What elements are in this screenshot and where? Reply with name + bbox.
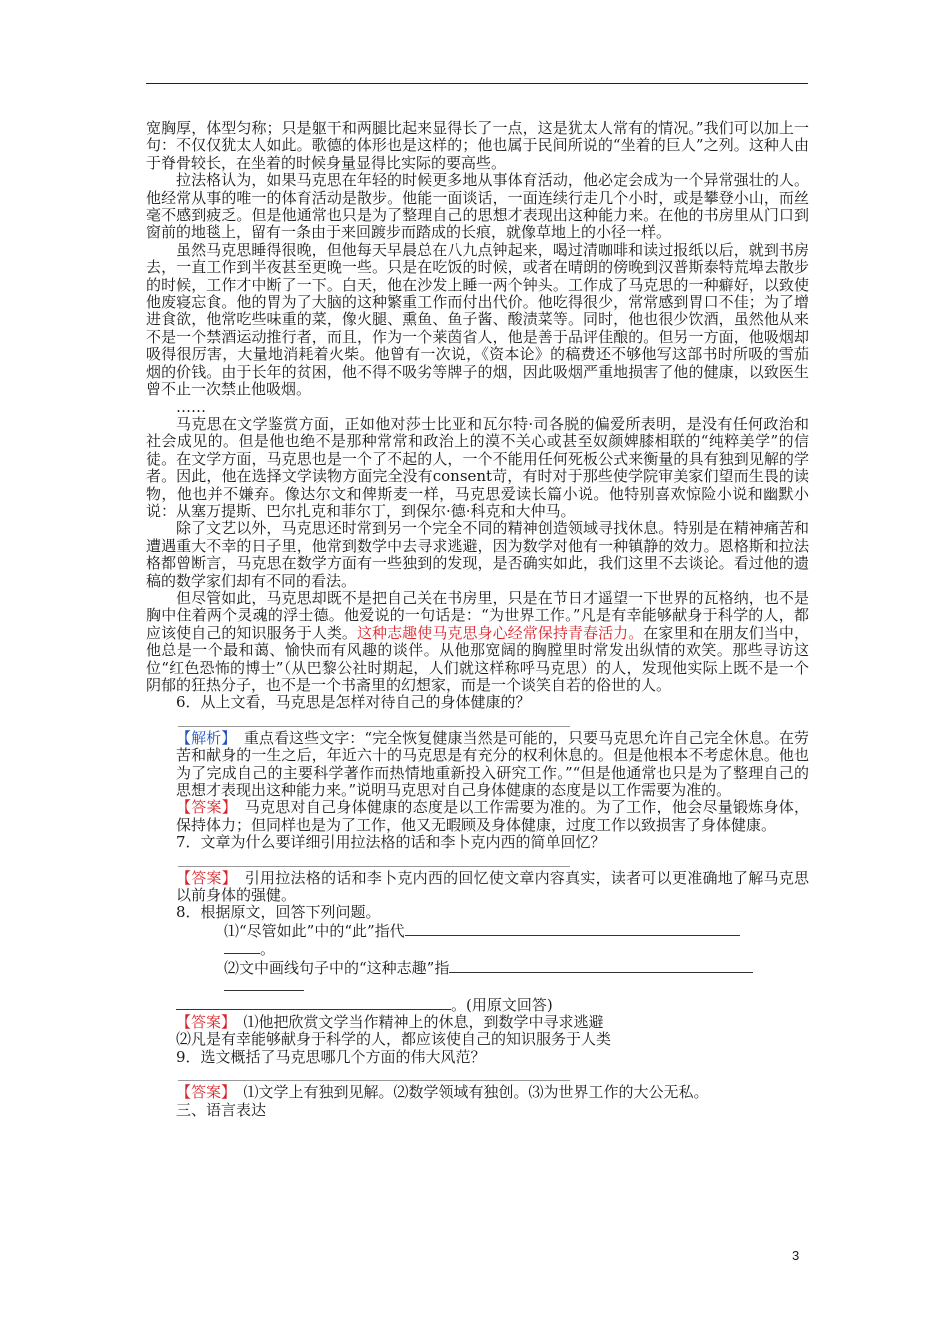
question-8-sub2-cont (146, 977, 809, 995)
analysis-6 (146, 730, 809, 800)
answer-6 (146, 799, 809, 834)
answer-line (178, 726, 570, 727)
question-8-sub1: ⑴“尽管如此”中的“此”指代 (146, 922, 809, 940)
page-number: 3 (792, 1248, 800, 1263)
fill-blank[interactable] (224, 940, 260, 954)
answer-tag: 【答案】 (176, 1012, 229, 1031)
answer-text: ⑴他把欣赏文学当作精神上的休息，到数学中寻求逃避 (243, 1012, 604, 1031)
fill-blank[interactable] (176, 996, 451, 1010)
paragraph-text: 在家里和在朋友们当中，他总是一个最和蔼、愉快而有风趣的谈伴。从他那宽阔的胸膛里时常发出纵情的欢笑。那些寻访这位“红色恐怖的博士”（从巴黎公社时期起，人们就这样称呼马克思）的人，发现他实际上既不是一个阴郁的狂热分子，也不是一个书斋里的幻想家，而是一个谈笑自若的俗世的人。 (146, 623, 809, 694)
paragraph-text: 但尽管如此，马克思却既不是把自己关在书房里，只是在节日才遥望一下世界的瓦格纳，也不是胸中住着两个灵魂的浮士德。他爱说的一句话是：“为世界工作。”凡是有幸能够献身于科学的人，都应该使自己的知识服务于人类。 (146, 588, 809, 642)
question-8-sub2: ⑵文中画线句子中的“这种志趣”指 (146, 959, 809, 977)
answer-tag: 【答案】 (176, 868, 230, 887)
paragraph (146, 590, 809, 694)
question-8: 8．根据原文，回答下列问题。 (176, 903, 381, 922)
ellipsis: …… (176, 397, 206, 416)
section-heading: 三、语言表达 (176, 1100, 267, 1119)
answer-8-cont: ⑵凡是有幸能够献身于科学的人，都应该使自己的知识服务于人类 (176, 1030, 612, 1049)
underlined-sentence: 这种志趣使马克思身心经常保持青春活力。 (356, 623, 644, 642)
header-rule (146, 83, 808, 84)
answer-9 (146, 1084, 809, 1101)
answer-text: ⑴文学上有独到见解。⑵数学领域有独创。⑶为世界工作的大公无私。 (243, 1083, 709, 1102)
document-body (146, 120, 809, 1119)
analysis-tag: 【解析】 (176, 728, 229, 747)
paragraph: 虽然马克思睡得很晚，但他每天早晨总在八九点钟起来，喝过清咖啡和读过报纸以后，就到书房去，一直工作到半夜甚至更晚一些。只是在吃饭的时候，或者在晴朗的傍晚到汉普斯泰特荒埠去散步的时候，工作才中断了一下。白天，他在沙发上睡一两个钟头。工作成了马克思的一种癖好，以致使他废寝忘食。他的胃为了大脑的这种繁重工作而付出代价。他吃得很少，常常感到胃口不佳；为了增进食欲，他常吃些味重的菜，像火腿、熏鱼、鱼子酱、酸渍菜等。同时，他也很少饮酒，虽然他从来不是一个禁酒运动推行者，而且，作为一个莱茵省人，他是善于品评佳酿的。但另一方面，他吸烟却吸得很厉害，大量地消耗着火柴。他曾有一次说，《资本论》的稿费还不够他写这部书时所吸的雪茄烟的价钱。由于长年的贫困，他不得不吸劣等牌子的烟，因此吸烟严重地损害了他的健康，以致医生曾不止一次禁止他吸烟。 (146, 240, 809, 399)
answer-line (178, 866, 570, 867)
fill-blank[interactable] (405, 922, 740, 936)
fill-blank[interactable] (449, 959, 753, 973)
analysis-text: 重点看这些文字：“完全恢复健康当然是可能的，只要马克思允许自己完全休息。在劳苦和献身的一生之后，年近六十的马克思是有充分的权利休息的。但是他根本不考虑休息。他也为了完成自己的主要科学著作而热情地重新投入研究工作。”“但是他通常也只是为了整理自己的思想才表现出这种能力来。”说明马克思对自己身体健康的态度是以工作需要为准的。 (176, 728, 809, 800)
answer-tag: 【答案】 (176, 1083, 229, 1102)
answer-8 (146, 1014, 809, 1031)
question-7: 7．文章为什么要详细引用拉法格的话和李卜克内西的简单回忆？ (176, 833, 606, 852)
question-8-sub2-end: 。(用原文回答) (146, 996, 809, 1014)
answer-line (178, 1080, 570, 1081)
paragraph: 马克思在文学鉴赏方面，正如他对莎士比亚和瓦尔特·司各脱的偏爱所表明，是没有任何政治和社会成见的。但是他也绝不是那种常常和政治上的漠不关心或甚至奴颜婢膝相联的“纯粹美学”的信徒。在文学方面，马克思也是一个了不起的人，一个不能用任何死板公式来衡量的具有独到见解的学者。因此，他在选择文学读物方面完全没有consent苛，有时对于那些使学院审美家们望而生畏的读物，他也并不嫌弃。像达尔文和俾斯麦一样，马克思爱读长篇小说。他特别喜欢惊险小说和幽默小说：从塞万提斯、巴尔扎克和菲尔丁，到保尔·德·科克和大仲马。 (146, 414, 809, 520)
fill-blank[interactable] (224, 977, 304, 991)
paragraph: 拉法格认为，如果马克思在年轻的时候更多地从事体育活动，他必定会成为一个异常强壮的人。他经常从事的唯一的体育活动是散步。他能一面谈话，一面连续行走几个小时，或是攀登小山，而丝毫不感到疲乏。但是他通常也只是为了整理自己的思想才表现出这种能力来。在他的书房里从门口到窗前的地毯上，留有一条由于来回踱步而踏成的长痕，就像草地上的小径一样。 (146, 171, 809, 242)
question-9: 9．选文概括了马克思哪几个方面的伟大风范？ (176, 1047, 486, 1066)
paragraph: 宽胸厚，体型匀称；只是躯干和两腿比起来显得长了一点，这是犹太人常有的情况。”我们可以加上一句：不仅仅犹太人如此。歌德的体形也是这样的；他也属于民间所说的“坐着的巨人”之列。这种人由于脊骨较长，在坐着的时候身量显得比实际的要高些。 (146, 119, 809, 172)
question-8-sub1-cont: 。 (146, 940, 809, 958)
answer-text: 马克思对自己身体健康的态度是以工作需要为准的。为了工作，他会尽量锻炼身体，保持体力；但同样也是为了工作，他又无暇顾及身体健康，过度工作以致损害了身体健康。 (176, 798, 809, 834)
question-6: 6．从上文看，马克思是怎样对待自己的身体健康的？ (176, 693, 531, 712)
answer-text: 引用拉法格的话和李卜克内西的回忆使文章内容真实，读者可以更准确地了解马克思以前身体的强健。 (176, 868, 809, 905)
paragraph: 除了文艺以外，马克思还时常到另一个完全不同的精神创造领域寻找休息。特别是在精神痛苦和遭遇重大不幸的日子里，他常到数学中去寻求逃避，因为数学对他有一种镇静的效力。恩格斯和拉法格都曾断言，马克思在数学方面有一些独到的发现，是否确实如此，我们这里不去谈论。看过他的遗稿的数学家们却有不同的看法。 (146, 519, 809, 590)
answer-7 (146, 870, 809, 905)
answer-tag: 【答案】 (176, 798, 230, 817)
